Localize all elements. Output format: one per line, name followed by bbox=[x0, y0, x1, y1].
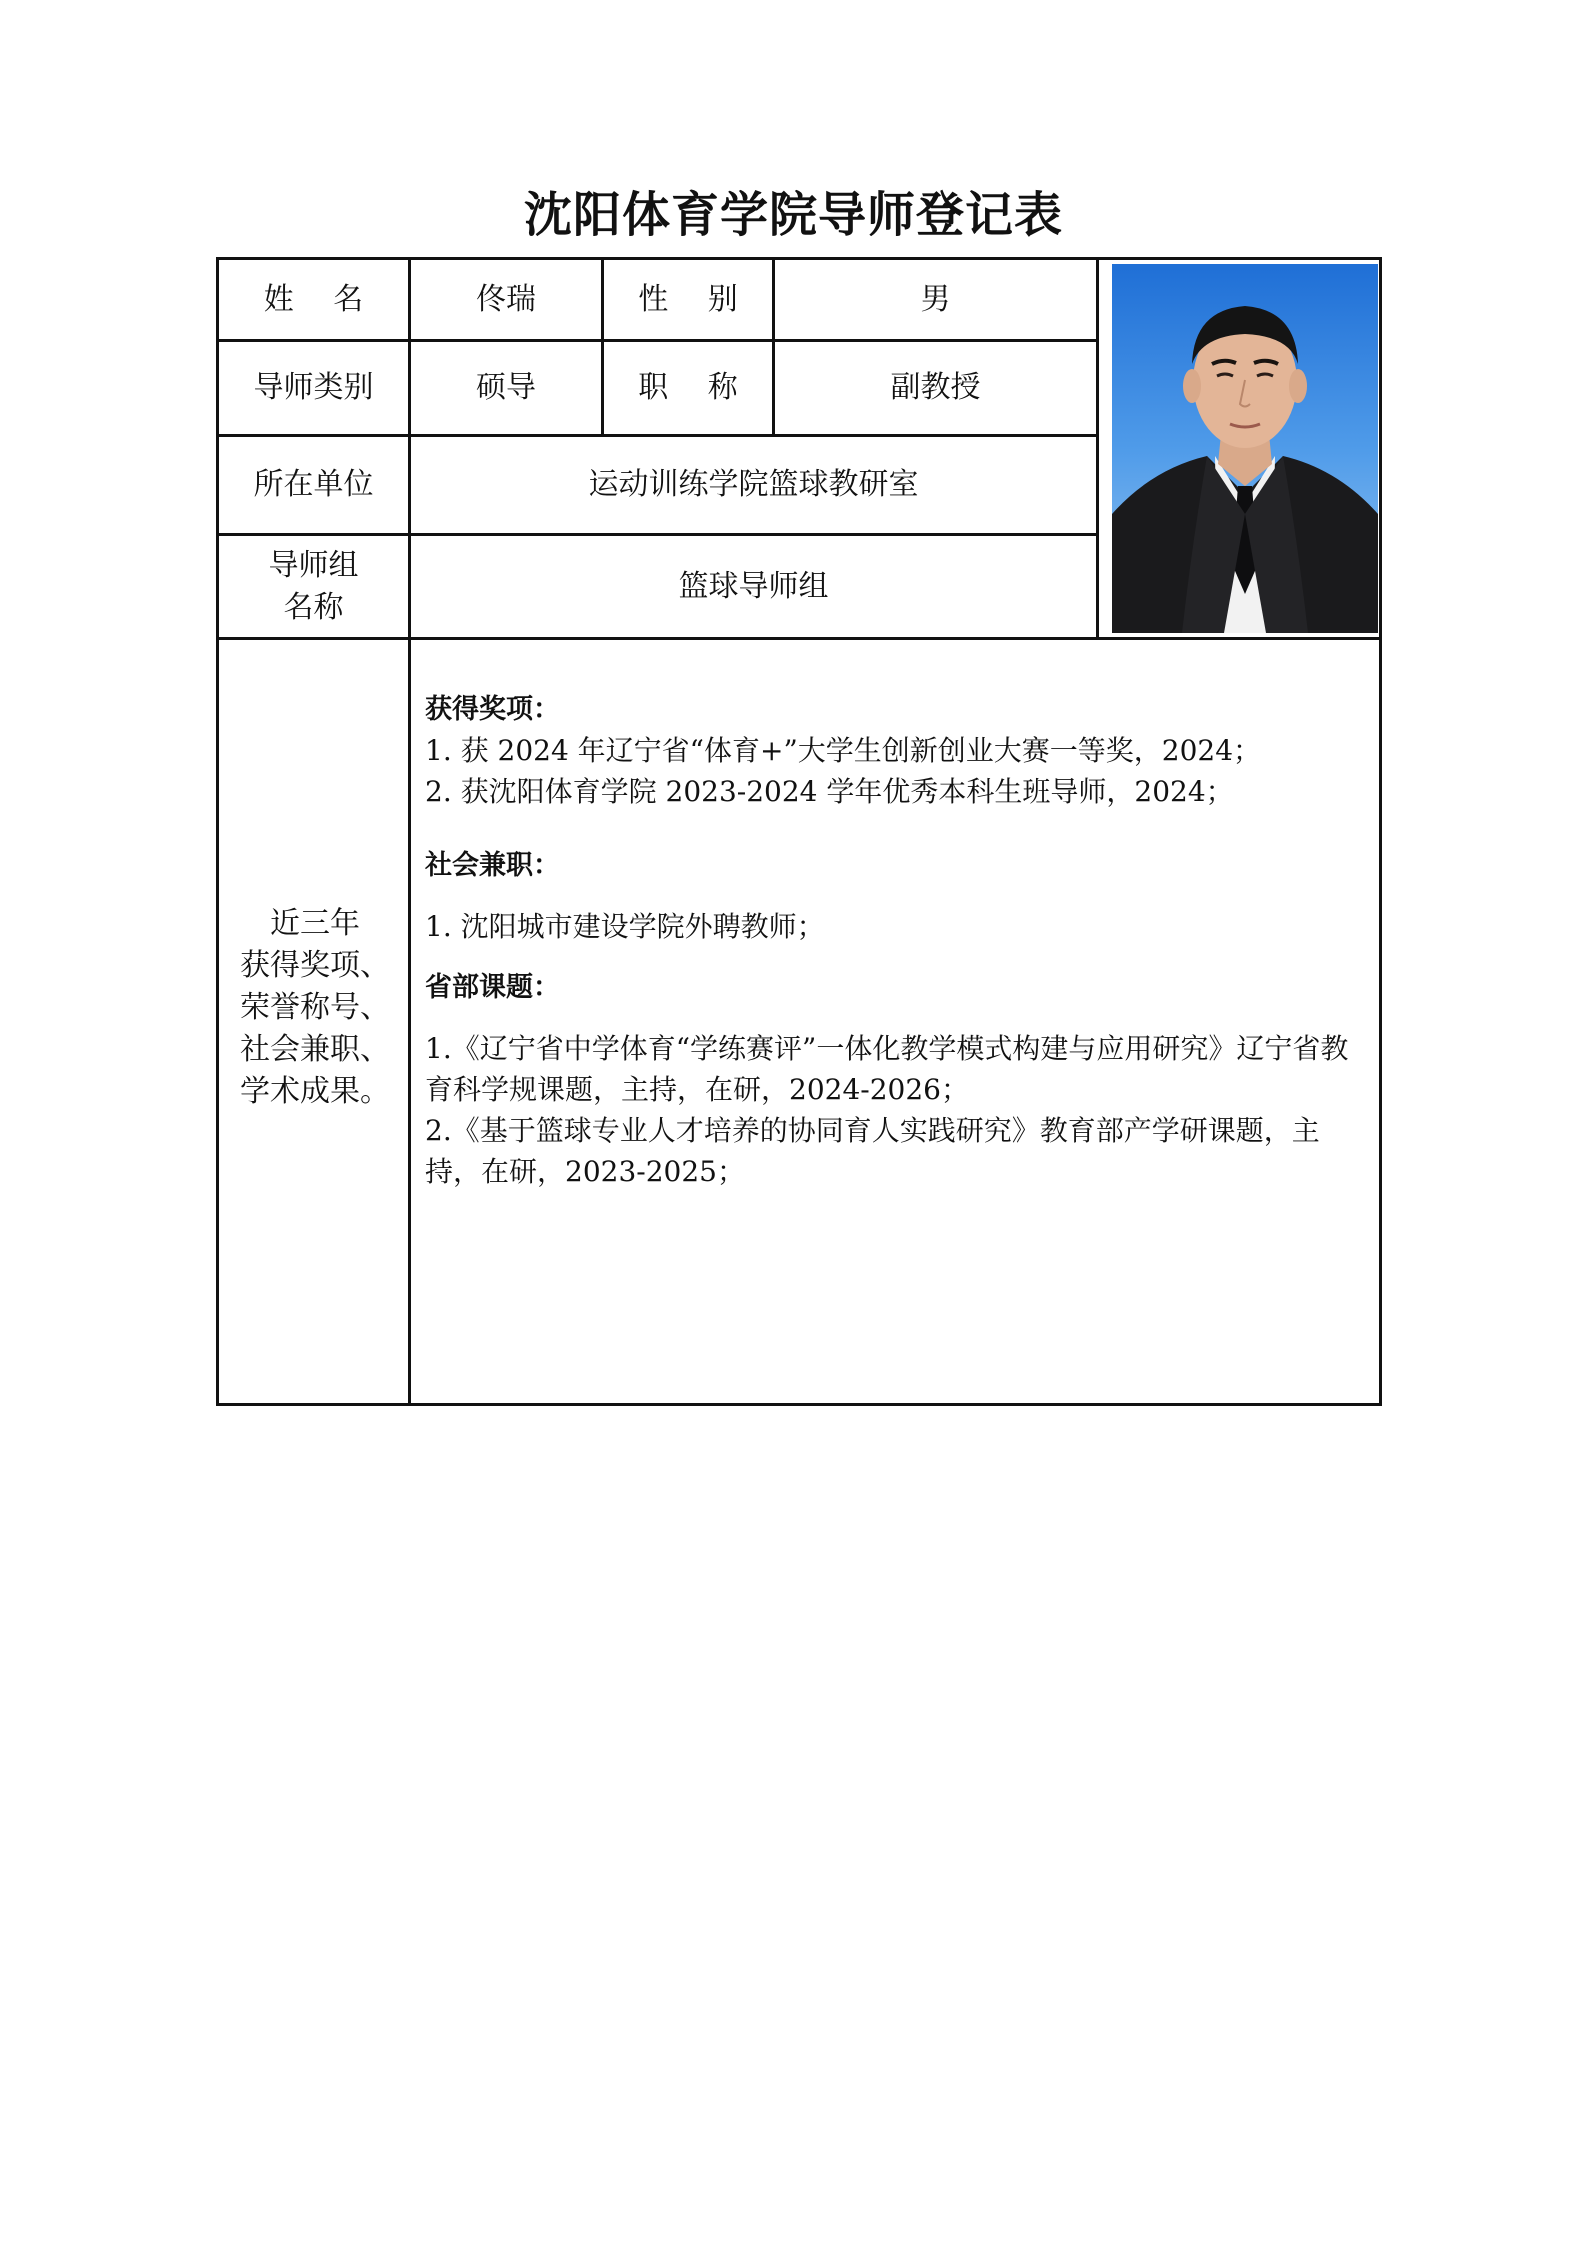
position-item: 1. 沈阳城市建设学院外聘教师； bbox=[425, 910, 825, 943]
gender-label: 性 别 bbox=[638, 281, 738, 317]
projects-heading: 省部课题： bbox=[425, 972, 560, 1003]
group-label-line1: 导师组 bbox=[268, 547, 359, 583]
records-label-line: 荣誉称号、 bbox=[240, 990, 390, 1025]
group-value: 篮球导师组 bbox=[678, 568, 829, 604]
tutor-type-label: 导师类别 bbox=[253, 370, 374, 405]
gender-value: 男 bbox=[920, 281, 951, 317]
unit-value: 运动训练学院篮球教研室 bbox=[588, 467, 919, 502]
records-label-line: 获得奖项、 bbox=[240, 948, 390, 983]
records-label-line: 社会兼职、 bbox=[240, 1032, 390, 1067]
profile-photo bbox=[1112, 264, 1378, 633]
page-title: 沈阳体育学院导师登记表 bbox=[523, 187, 1063, 243]
award-item: 2. 获沈阳体育学院 2023-2024 学年优秀本科生班导师，2024； bbox=[425, 775, 1234, 808]
tutor-type-value: 硕导 bbox=[476, 370, 536, 405]
row-divider bbox=[216, 637, 1382, 640]
name-value: 佟瑞 bbox=[476, 281, 536, 317]
academic-title-value: 副教授 bbox=[890, 370, 981, 405]
academic-title-label: 职 称 bbox=[638, 370, 738, 405]
positions-heading: 社会兼职： bbox=[425, 850, 560, 881]
column-divider bbox=[1096, 257, 1099, 640]
awards-heading: 获得奖项： bbox=[425, 694, 560, 725]
project-item: 1.《辽宁省中学体育“学练赛评”一体化教学模式构建与应用研究》辽宁省教育科学规课题，主持，在研，2024-2026； bbox=[425, 1032, 1349, 1106]
project-item: 2.《基于篮球专业人才培养的协同育人实践研究》教育部产学研课题，主持，在研，2023-2025； bbox=[425, 1114, 1320, 1188]
group-label-line2: 名称 bbox=[283, 589, 344, 625]
award-item: 1. 获 2024 年辽宁省“体育+”大学生创新创业大赛一等奖，2024； bbox=[425, 734, 1262, 767]
group-label bbox=[219, 536, 408, 637]
records-content bbox=[425, 689, 1375, 1192]
portrait-image bbox=[1112, 264, 1378, 633]
records-label-line: 学术成果。 bbox=[240, 1074, 390, 1109]
records-label-line: 近三年 bbox=[270, 906, 360, 941]
unit-label: 所在单位 bbox=[253, 467, 374, 502]
records-label bbox=[219, 903, 411, 1113]
name-label: 姓 名 bbox=[263, 281, 364, 317]
